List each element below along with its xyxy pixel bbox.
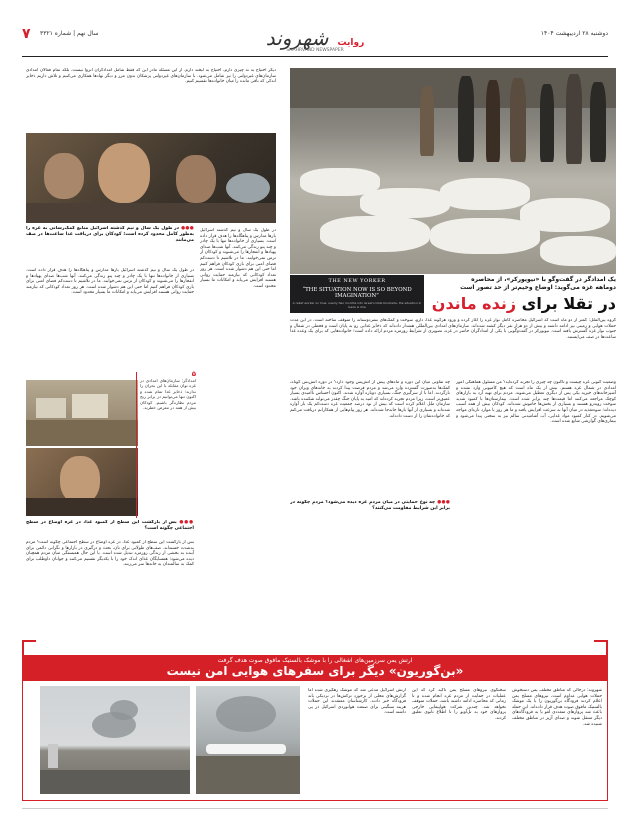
masthead [266, 26, 365, 53]
caption-bullet-2: ●●● [179, 520, 194, 525]
feature-kicker: ارتش یمن سرزمین‌های اشغالی را با موشک بالستیک مافوق صوت هدف گرفت [217, 657, 413, 664]
sidebar-note [140, 372, 196, 411]
header-divider [22, 56, 608, 57]
subhead-bullet: ●●● [437, 500, 450, 505]
left-top-column: دیگر احتیاج به نه چیزی دارم، احتیاج به لبخند دارم. از این مسئله مادر این که فقط شامل امدادگران آنروا نیست، بلکه تمام فعالان امدادی سازمان‌های غیردولتی را نیز شامل می‌شود. با سازمان‌های غیردولتی پزشکان بدون مرز و دیگر نهادها همکاری می‌کنیم و تلاش داریم ذخایر اندکی که باقی مانده را میان خانواده‌ها تقسیم کنیم. [26, 68, 276, 85]
column-divider [136, 372, 137, 518]
magazine-cover-strip [290, 275, 424, 313]
footer-divider [22, 808, 608, 809]
left-bottom-column: بس از بازگشت این سطح از کمبود غذا، در غزه اوضاع در سطح اجتماعی چگونه است؟ مردم به‌شدت خسته‌اند. صف‌های طولانی برای نان، بحث و درگیری در بازارها و نگرانی دائمی برای آینده به بخشی از زندگی روزمره تبدیل شده است. با این حال همبستگی میان مردم همچنان دیده می‌شود؛ همسایگان غذای اندک خود را با یکدیگر تقسیم می‌کنند و جوانان داوطلب برای کمک به سالمندان به خانه‌ها سر می‌زنند. [26, 540, 194, 568]
airport-scene-photo [196, 686, 300, 794]
headline-kicker-2: دوماهه غزه می‌گوید: اوضاع وخیم‌تر از حد تصور است [460, 284, 616, 291]
feature-title: «بن‌گوریون» دیگر برای سفرهای هوایی امن نیست [166, 664, 464, 678]
children-photo-caption [26, 226, 194, 266]
feature-column-1: شهروند: درحالی که مناطق مختلف یمن دستخوش حملات هوایی مداوم است، نیروهای مسلح یمن اعلام کردند فرودگاه بن‌گوریون را با یک موشک بالستیک مافوق صوت هدف قرار داده‌اند. این حمله باعث شد پروازهای متعددی لغو یا به فرودگاه‌های دیگر منتقل شوند و صدای آژیر در مناطق مختلف شنیده شد. [512, 688, 602, 727]
feature-column-2: سخنگوی نیروهای مسلح یمن تأکید کرد که این عملیات در حمایت از مردم غزه انجام شده و تا زمانی که محاصره ادامه داشته باشد، حملات متوقف نخواهد شد. چندین شرکت هواپیمایی خارجی پروازهای خود به تل‌آویو را تا اطلاع ثانوی تعلیق کردند. [412, 688, 506, 721]
funeral-photo [290, 68, 616, 274]
right-column: وضعیت کنونی غزه چیست و تاکنون چه چیزی را تجربه کرده‌اید؟ من مسئول هماهنگی امور امدادی در شمال غزه هستم. بیش از یک ماه است که هیچ کامیونی وارد نشده و آشپزخانه‌های خیریه یکی پس از دیگری تعطیل می‌شوند. مردم برای تهیه آرد به بازارهای کوچک مراجعه می‌کنند اما قیمت‌ها چند برابر شده است. بیمارستان‌ها با کمبود شدید سوخت روبه‌رو هستند و بسیاری از بخش‌ها خاموش شده‌اند. کودکان بیش از همه آسیب دیده‌اند؛ سوءتغذیه در میان آنها به سرعت افزایش یافته و ما هر روز با موارد تازه‌ای مواجه می‌شویم. در کنار کمبود مواد غذایی، آب آشامیدنی سالم نیز به سختی پیدا می‌شود و بیماری‌های گوارشی شایع شده است. [456, 380, 616, 425]
magazine-subtitle: A relief worker on how, nearly two months into Israel's total blockade, the situation in Gaza is dire [292, 301, 422, 309]
caption-bullet: ●●● [180, 226, 194, 231]
left-body-column: در طول یک سال و نیم گذشته اسرائیل بارها مدارس و پناهگاه‌ها را هدف قرار داده است. بسیاری از خانواده‌ها تنها با یک چادر و چند پتو زندگی می‌کنند. آنها شب‌ها صدای پهپادها و انفجارها را می‌شنوند و کودکان از ترس نمی‌خوابند. ما در تلاشیم تا دست‌کم فضای امنی برای بازی کودکان فراهم کنیم اما حتی این هم دشوار شده است. هر روز تعداد کودکانی که نیازمند حمایت روانی هستند افزایش می‌یابد و امکانات ما بسیار محدود است. [26, 268, 194, 296]
boy-photo [26, 448, 138, 516]
feature-column-3: ارتش اسرائیل مدعی شد که موشک رهگیری شده اما گزارش‌های محلی از برخورد ترکش‌ها در نزدیکی باند فرودگاه خبر دادند. کارشناسان معتقدند این حملات هزینه سنگینی برای صنعت هوانوردی اسرائیل در پی داشته است. [308, 688, 406, 716]
magazine-masthead: THE NEW YORKER [328, 278, 386, 284]
airport-runway-photo [40, 686, 190, 794]
intro-paragraph: گروه بین‌الملل: کمتر از دو ماه است که اسرائیل محاصره کامل نوار غزه را آغاز کرده و ورود هرگونه غذا، دارو، سوخت و کمک‌های بشردوستانه را متوقف ساخته است. در این مدت حملات هوایی و زمینی نیز ادامه داشته و بیش از دو هزار نفر دیگر کشته شده‌اند. سازمان‌های امدادی بین‌المللی هشدار داده‌اند که ذخایر غذایی رو به پایان است و قحطی در شمال و جنوب نوار غزه گسترش یافته است. نیویورکر در گفت‌وگویی با یکی از امدادگران حاضر در غزه، تصویری از شرایط روزمره مردم ارائه داده است؛ خانواده‌هایی که برای یک وعده غذا ساعت‌ها در صف می‌ایستند. [290, 318, 616, 340]
boy-photo-caption [26, 520, 194, 538]
issue-number: سال نهم | شماره ۳۳۲۱ [40, 30, 99, 37]
newspaper-logo-sub: SHAHRVAND NEWSPAPER [286, 48, 344, 53]
headline-red: زنده ماندن [431, 294, 517, 313]
caption-text-2: بس از بازگشت این سطح از کمبود غذا، در غزه اوضاع در سطح اجتماعی چگونه است؟ [26, 520, 194, 531]
subhead-text: چه نوع حمایتی در میان مردم غزه دیده می‌شود؟ مردم چگونه در برابر این شرایط مقاومت می‌کنند؟ [290, 500, 450, 511]
newspaper-logo: شهروند [265, 26, 329, 50]
section-label: روایت [337, 38, 365, 48]
magazine-quote: “THE SITUATION NOW IS SO BEYOND IMAGINATION” [302, 287, 412, 299]
children-food-photo [26, 133, 276, 223]
middle-subhead [290, 500, 450, 514]
page-number: ۷ [22, 26, 31, 42]
page-header [22, 26, 608, 62]
issue-date: دوشنبه ۲۸ اردیبهشت ۱۴۰۴ [540, 30, 608, 37]
headline-main [428, 294, 616, 313]
sidebar-text: امدادگر: سازمان‌های امدادی در غزه توان مقابله با این بحران را ندارند؛ ذخایر غذا تمام شده و اکنون تنها می‌توانیم در برابر رنج مردم نظاره‌گر باشیم. کودکان بیش از همه در معرض خطرند. [140, 377, 196, 410]
headline-plain: در تقلا برای [521, 294, 616, 313]
camp-photo [26, 380, 138, 446]
caption-text: در طول یک سال و نیم گذشته اسرائیل منابع کمک‌رسانی به غزه را به‌طور کامل محدود کرده است؛ کودکان برای دریافت غذا ساعت‌ها در صف می‌مانند [26, 226, 194, 243]
lead-headline-block [428, 276, 616, 313]
sidebar-number: ۵ [191, 370, 196, 378]
middle-column: چه تفاوتی میان این دوره و ماه‌های پیش از آتش‌بس وجود دارد؟ در دوره آتش‌بس کوتاه، کمک‌ها به‌صورت گسترده وارد می‌شد و مردم فرصت پیدا کردند به خانه‌های ویران خود بازگردند. اما با از سرگیری جنگ، بسیاری دوباره آواره شدند. اکنون احساس ناامیدی بسیار عمیق‌تر است، زیرا مردم تجربه کرده‌اند که امید به پایان جنگ چقدر می‌تواند شکننده باشد. سازمان ملل اعلام کرده است که بیش از نود درصد جمعیت غزه دست‌کم یک بار آواره شده‌اند و بسیاری از آنها بارها جابه‌جا شده‌اند. هر روز پیام‌هایی از همکارانم دریافت می‌کنم که خانواده‌شان را از دست داده‌اند. [290, 380, 450, 419]
left-inner-column: در طول یک سال و نیم گذشته اسرائیل بارها مدارس و پناهگاه‌ها را هدف قرار داده است. بسیاری از خانواده‌ها تنها با یک چادر و چند پتو زندگی می‌کنند. آنها شب‌ها صدای پهپادها و انفجارها را می‌شنوند و کودکان از ترس نمی‌خوابند. ما در تلاشیم تا دست‌کم فضای امنی برای بازی کودکان فراهم کنیم اما حتی این هم دشوار شده است. هر روز تعداد کودکانی که نیازمند حمایت روانی هستند افزایش می‌یابد و امکانات ما بسیار محدود است. [200, 228, 276, 289]
headline-kicker-1: یک امدادگر در گفت‌وگو با «نیویورکر»، از محاصره [471, 276, 616, 283]
feature-banner [22, 655, 608, 681]
